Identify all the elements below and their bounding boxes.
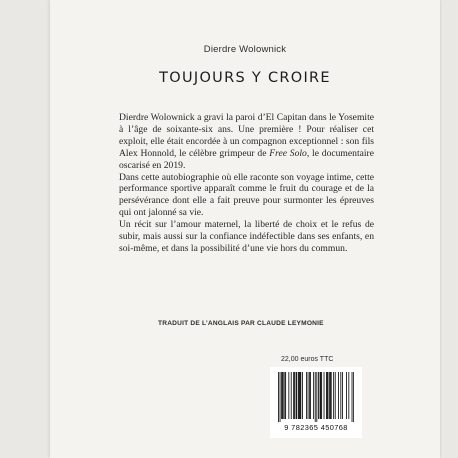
barcode-bar [313, 372, 314, 419]
barcode-bar [310, 372, 311, 419]
blurb-paragraph-3: Un récit sur l’amour maternel, la liberté de choix et le refus de subir, mais aussi sur la confiance indéfectible dans ses enfants, en soi-même, et dans la possibilité d’une vie hors du commun. [119, 219, 374, 254]
barcode-bar [326, 372, 327, 419]
barcode-bar [338, 372, 339, 419]
barcode-bar [324, 372, 325, 419]
barcode-bar [309, 372, 310, 419]
barcode-bar [299, 372, 300, 419]
barcode-bar [330, 372, 331, 419]
barcode-bar [284, 372, 285, 419]
barcode-bar [321, 372, 322, 419]
barcode-bar [291, 372, 292, 419]
barcode-bar [296, 372, 297, 419]
barcode-bar [282, 372, 283, 419]
barcode-bar [300, 372, 301, 419]
barcode-box [270, 367, 362, 438]
blurb-paragraph-1 [119, 112, 374, 172]
barcode-bar [288, 372, 289, 419]
barcode-bar [296, 372, 297, 419]
barcode-bar [340, 372, 341, 419]
film-title: Free Solo [269, 147, 307, 159]
barcode-bar [315, 372, 316, 422]
author-name: Dierdre Wolownick [203, 44, 287, 55]
blurb [119, 112, 374, 255]
blurb-p1-end: , le documentaire oscarisé en 2019. [119, 147, 374, 171]
blurb-p1-start: Dierdre Wolownick a gravi la paroi d’El Capitan dans le Yosemite à l’âge de soixante-six ans. Une première ! Pour réaliser cet exploit, elle était encordée à un compagnon exceptionnel : son fils Alex Honnold, le célèbre grimpeur de [119, 112, 374, 159]
barcode-bar [333, 372, 334, 419]
barcode-bar [298, 372, 299, 419]
barcode-bar [327, 372, 328, 419]
barcode-bar [335, 372, 336, 419]
price-label: 22,00 euros TTC [281, 356, 334, 363]
barcode-bar [302, 372, 303, 419]
barcode-bar [306, 372, 307, 419]
barcode-bar [300, 372, 301, 419]
barcode-bar [316, 372, 317, 422]
barcode-bar [280, 372, 281, 422]
barcode-bar [283, 372, 284, 419]
barcode-bar [329, 372, 330, 419]
barcode-icon [278, 372, 354, 422]
back-cover [50, 0, 440, 458]
barcode-bar [320, 372, 321, 419]
barcode-bar [328, 372, 329, 419]
barcode-bar [342, 372, 343, 419]
barcode-bar [348, 372, 349, 419]
barcode-bar [294, 372, 295, 419]
barcode-bar [331, 372, 332, 419]
blurb-paragraph-2: Dans cette autobiographie où elle raconte son voyage intime, cette performance sportive apparaît comme le fruit du courage et de la persévérance dont elle a fait preuve pour surmonter les épreuves qui ont jalonné sa vie. [119, 171, 374, 219]
barcode-bar [320, 372, 321, 419]
translator-credit: TRADUIT DE L’ANGLAIS PAR CLAUDE LEYMONIE [158, 320, 324, 327]
barcode-bar [308, 372, 309, 419]
barcode-bar [281, 372, 282, 419]
barcode-bar [352, 372, 353, 422]
barcode-bar [293, 372, 294, 419]
barcode-bar [278, 372, 279, 422]
barcode-bar [318, 372, 319, 419]
barcode-bar [285, 372, 286, 419]
isbn-number: 9 782365 450768 [284, 423, 348, 432]
barcode-bar [353, 372, 354, 422]
book-title: TOUJOURS Y CROIRE [159, 70, 331, 86]
barcode-bar [346, 372, 347, 419]
